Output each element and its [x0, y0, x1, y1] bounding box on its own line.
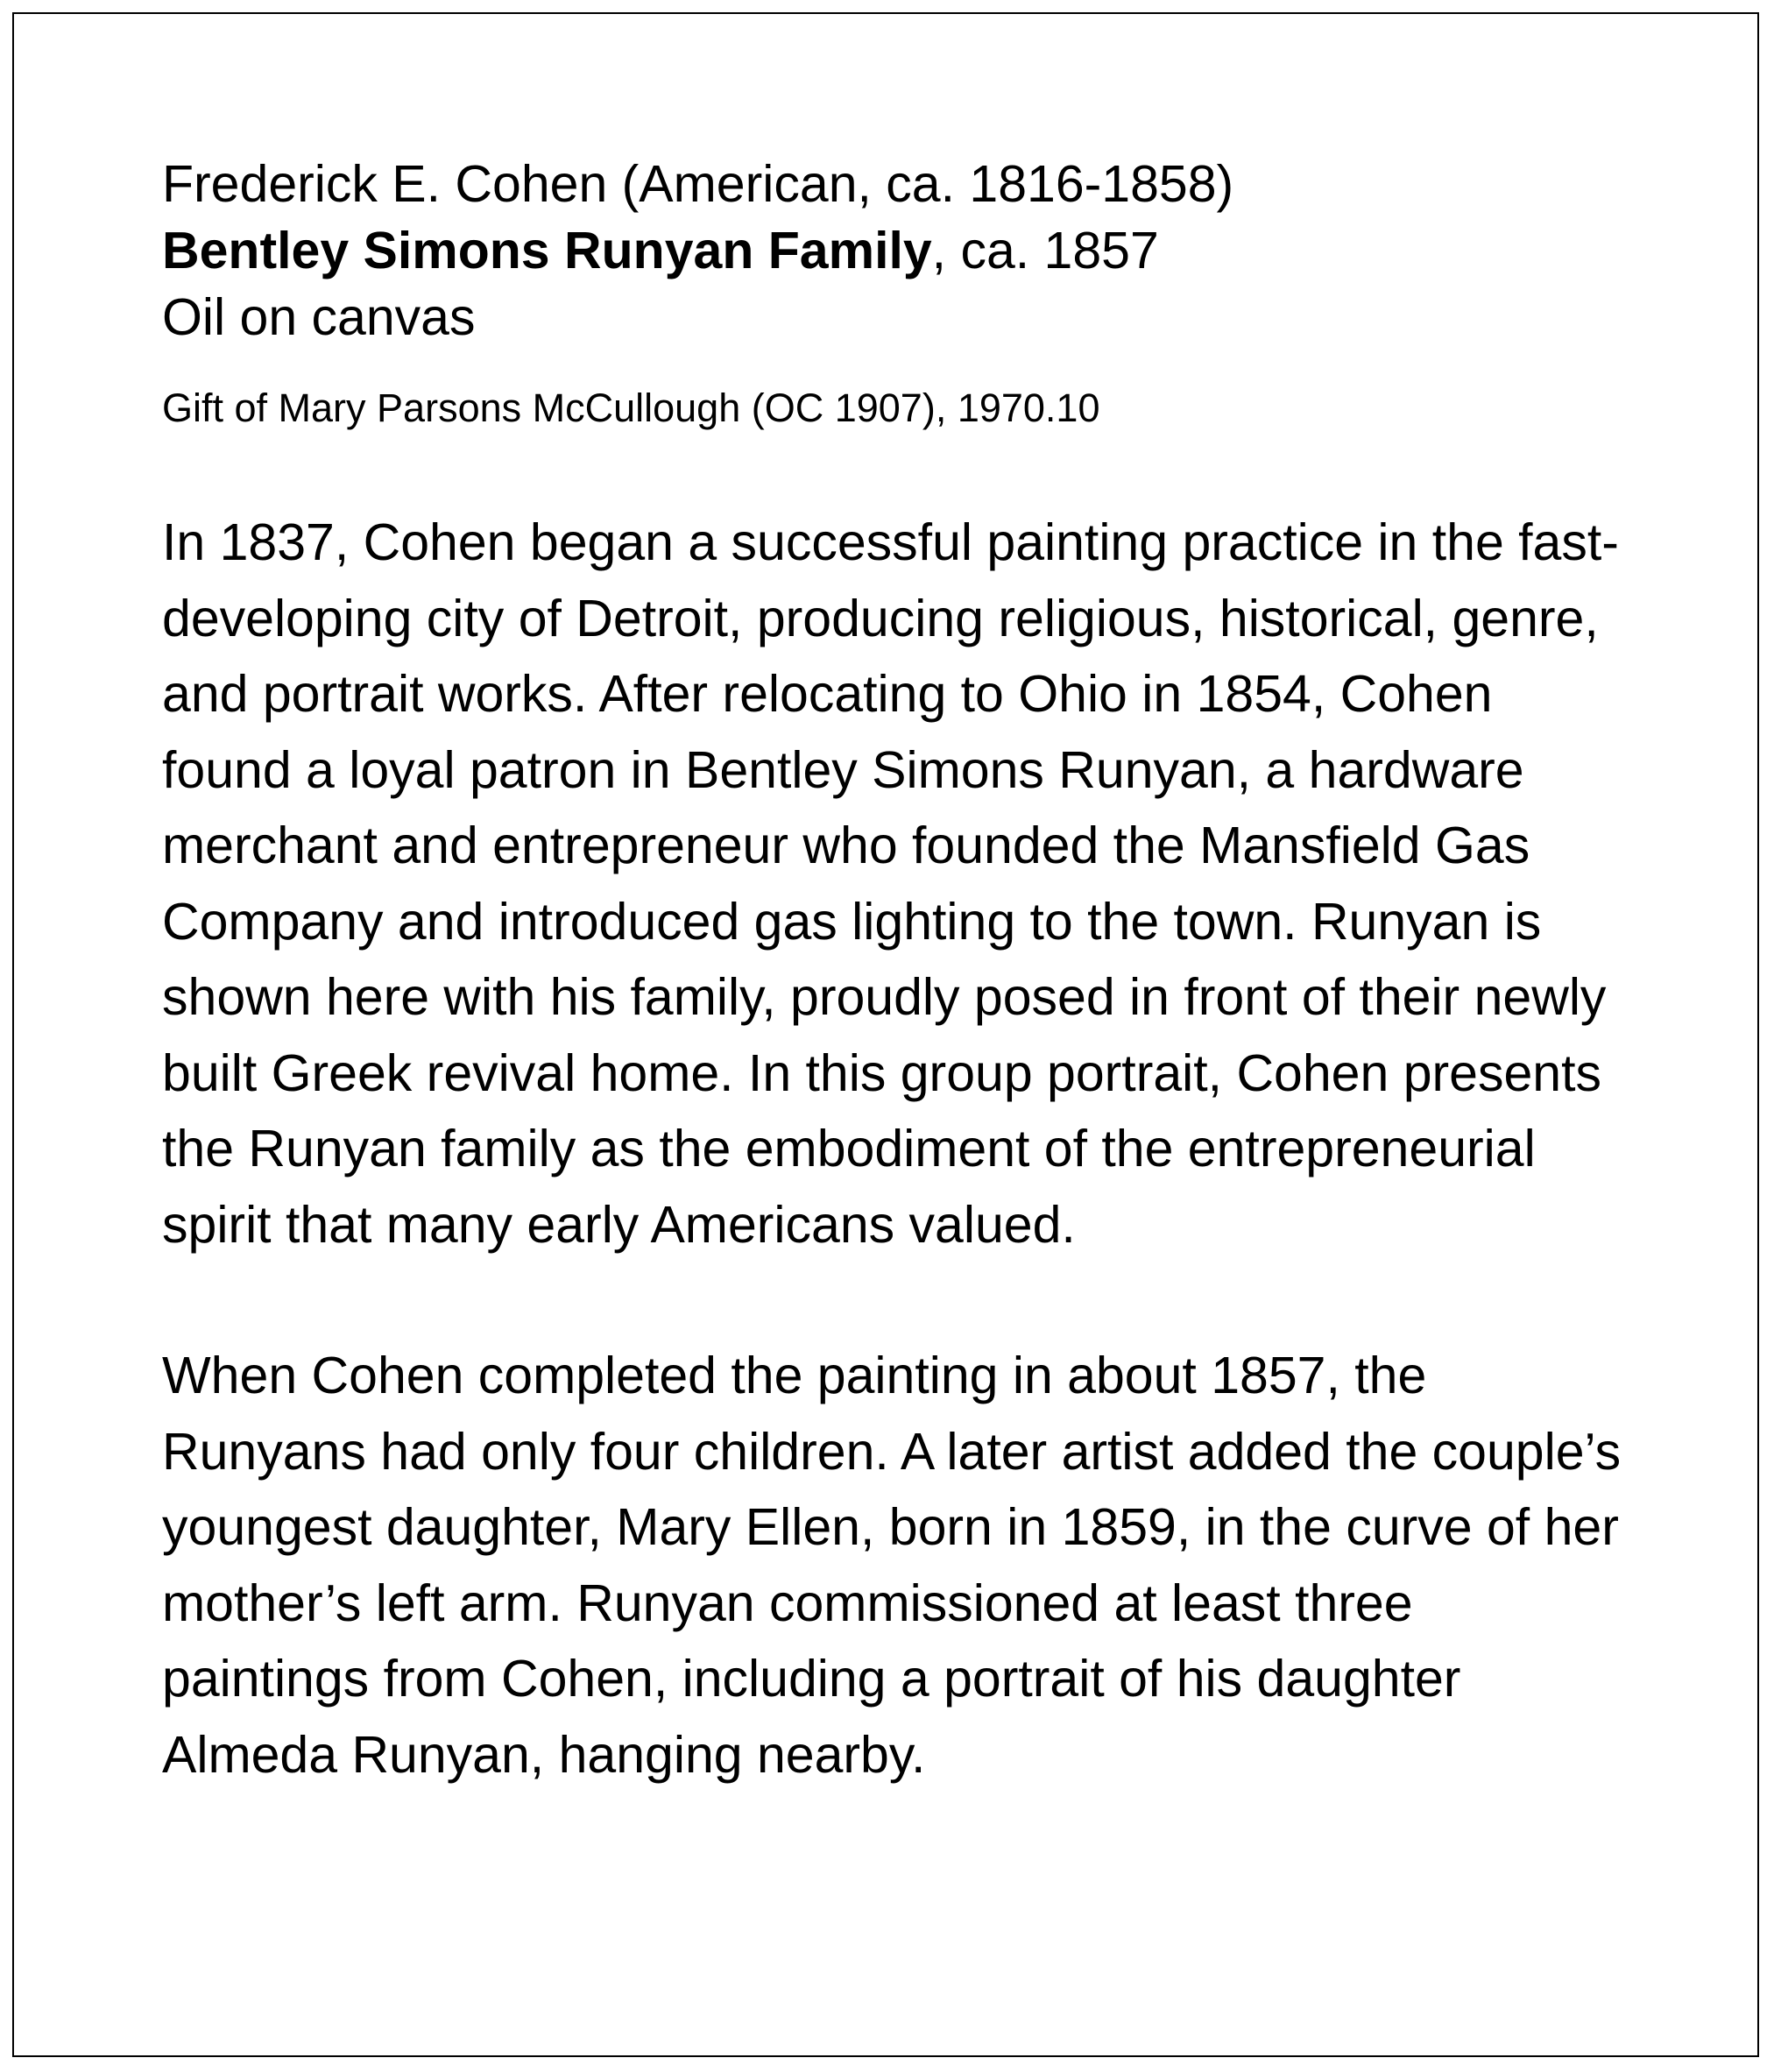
title-line [162, 217, 1634, 284]
description-paragraph-1: In 1837, Cohen began a successful painting practice in the fast-developing city of Detroit, producing religious, historical, genre, and portrait works. After relocating to Ohio in 1854, Cohen found a loyal patron in Bentley Simons Runyan, a hardware merchant and entrepreneur who founded the Mansfield Gas Company and introduced gas lighting to the town. Runyan is shown here with his family, proudly posed in front of their newly built Greek revival home. In this group portrait, Cohen presents the Runyan family as the embodiment of the entrepreneurial spirit that many early Americans valued. [162, 513, 1619, 1254]
artwork-title: Bentley Simons Runyan Family [162, 222, 932, 279]
museum-label [162, 151, 1634, 1793]
artwork-date: , ca. 1857 [931, 222, 1159, 279]
description-paragraph-2: When Cohen completed the painting in about 1857, the Runyans had only four children. A later artist added the couple’s youngest daughter, Mary Ellen, born in 1859, in the curve of her mother’s left arm. Runyan commissioned at least three paintings from Cohen, including a portrait of his daughter Almeda Runyan, hanging nearby. [162, 1347, 1622, 1784]
credit-line: Gift of Mary Parsons McCullough (OC 1907), 1970.10 [162, 385, 1100, 430]
artist-line: Frederick E. Cohen (American, ca. 1816-1858) [162, 155, 1234, 213]
medium-line: Oil on canvas [162, 288, 476, 346]
